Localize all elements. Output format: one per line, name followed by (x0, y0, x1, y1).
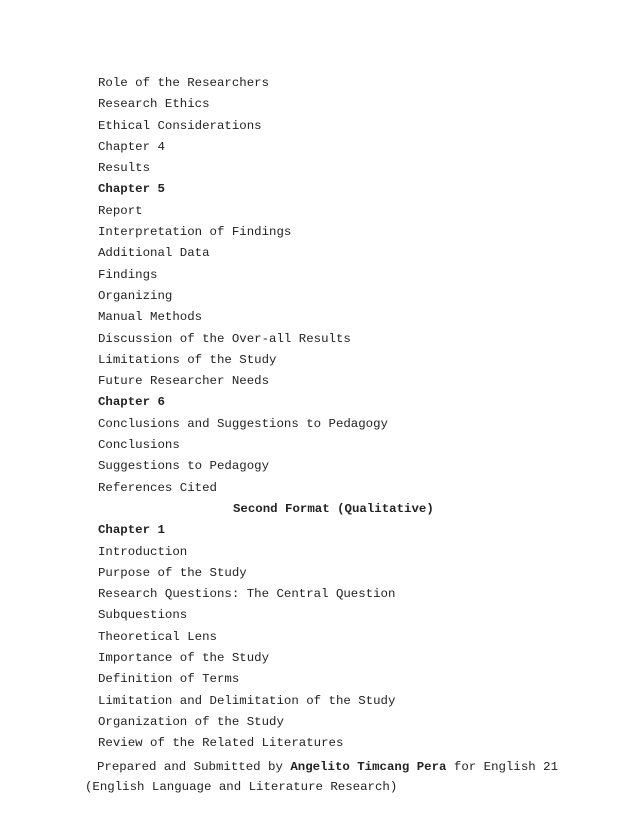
chapter-heading: Chapter 5 (98, 182, 165, 197)
outline-item: Conclusions and Suggestions to Pedagogy (98, 416, 388, 431)
outline-item: Organization of the Study (98, 714, 284, 729)
outline-item: Research Questions: The Central Question (98, 587, 396, 602)
footer-author: Angelito Timcang Pera (290, 760, 447, 774)
outline-item: Discussion of the Over-all Results (98, 331, 351, 346)
outline-item: Research Ethics (98, 97, 210, 112)
outline-item: Future Researcher Needs (98, 374, 270, 389)
outline-item: Suggestions to Pedagogy (98, 459, 270, 474)
outline-list (98, 73, 598, 755)
outline-item: Importance of the Study (98, 651, 270, 666)
outline-item: Manual Methods (98, 310, 203, 325)
footer-suffix: for English 21 (446, 760, 559, 774)
chapter-heading: Chapter 1 (98, 523, 165, 538)
outline-item: Review of the Related Literatures (98, 736, 344, 751)
outline-item: Theoretical Lens (98, 629, 217, 644)
chapter-heading: Chapter 6 (98, 395, 165, 410)
outline-item: Additional Data (98, 246, 210, 261)
outline-item: Definition of Terms (98, 672, 240, 687)
outline-item: Purpose of the Study (98, 565, 247, 580)
outline-item: Chapter 4 (98, 139, 165, 154)
outline-item: Organizing (98, 288, 173, 303)
footer-line-1 (85, 757, 605, 777)
outline-item: Conclusions (98, 438, 180, 453)
section-heading: Second Format (Qualitative) (233, 501, 434, 516)
outline-item: Report (98, 203, 143, 218)
outline-item: Subquestions (98, 608, 188, 623)
outline-item: Limitation and Delimitation of the Study (98, 693, 396, 708)
footer (85, 757, 605, 797)
outline-item: Findings (98, 267, 158, 282)
outline-item: References Cited (98, 480, 217, 495)
outline-item: Results (98, 161, 151, 176)
outline-item: Interpretation of Findings (98, 225, 292, 240)
outline-item: Introduction (98, 544, 188, 559)
outline-item: Ethical Considerations (98, 118, 262, 133)
outline-item: Limitations of the Study (98, 352, 277, 367)
outline-item: Role of the Researchers (98, 76, 270, 90)
footer-line-2: (English Language and Literature Research) (85, 780, 398, 794)
footer-prefix: Prepared and Submitted by (97, 760, 291, 774)
